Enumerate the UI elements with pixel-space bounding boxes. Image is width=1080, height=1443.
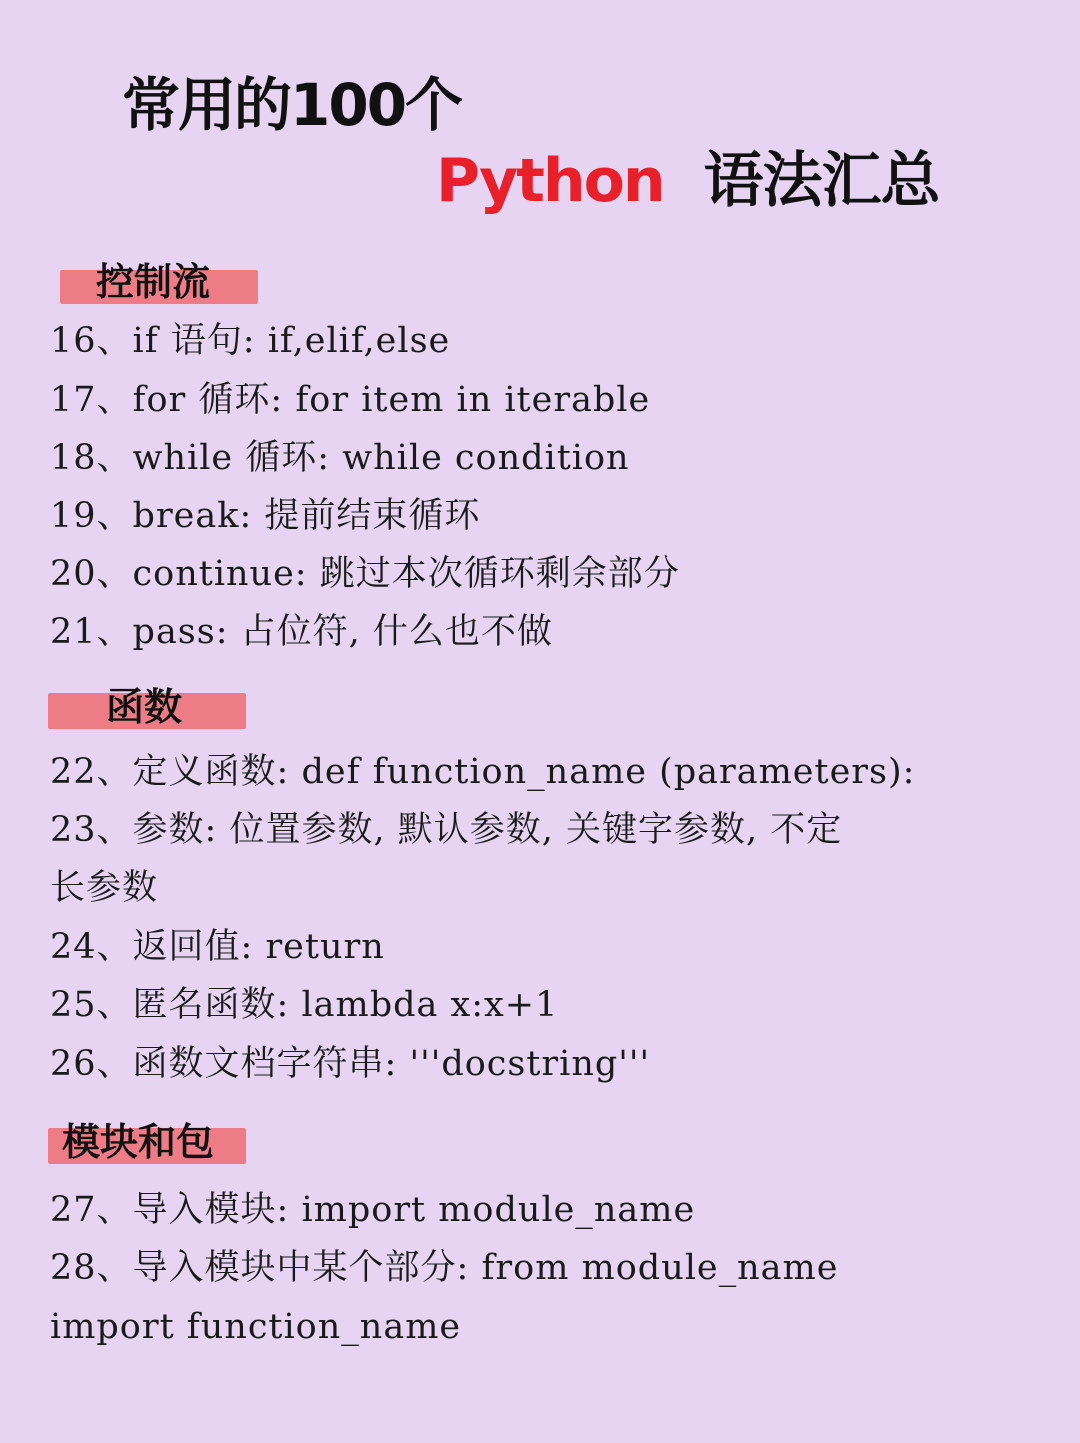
- list-item: 18、while 循环: while condition: [50, 438, 630, 478]
- title-rest: 语法汇总: [703, 146, 940, 216]
- list-item: 23、参数: 位置参数, 默认参数, 关键字参数, 不定: [50, 810, 843, 850]
- list-item: 26、函数文档字符串: '''docstring''': [50, 1044, 651, 1084]
- title-python: Python: [436, 146, 664, 216]
- list-item: 22、定义函数: def function_name (parameters):: [50, 752, 916, 792]
- section-label: 函数: [106, 685, 183, 729]
- list-item: 20、continue: 跳过本次循环剩余部分: [50, 554, 680, 594]
- list-item: 21、pass: 占位符, 什么也不做: [50, 612, 553, 652]
- section-header-functions: [48, 683, 248, 731]
- list-item: 16、if 语句: if,elif,else: [50, 321, 451, 361]
- section-header-modules: [48, 1118, 248, 1166]
- section-header-control-flow: [60, 258, 260, 306]
- list-item: 25、匿名函数: lambda x:x+1: [50, 985, 559, 1025]
- list-item: 27、导入模块: import module_name: [50, 1190, 696, 1230]
- list-item: 长参数: [50, 868, 159, 908]
- section-label: 控制流: [96, 260, 211, 304]
- list-item: import function_name: [50, 1307, 462, 1347]
- list-item: 24、返回值: return: [50, 927, 385, 967]
- title-line-2: [436, 145, 940, 217]
- title-line-1: 常用的100个: [122, 71, 462, 139]
- list-item: 28、导入模块中某个部分: from module_name: [50, 1248, 839, 1288]
- list-item: 17、for 循环: for item in iterable: [50, 380, 651, 420]
- list-item: 19、break: 提前结束循环: [50, 496, 481, 536]
- section-label: 模块和包: [62, 1120, 215, 1164]
